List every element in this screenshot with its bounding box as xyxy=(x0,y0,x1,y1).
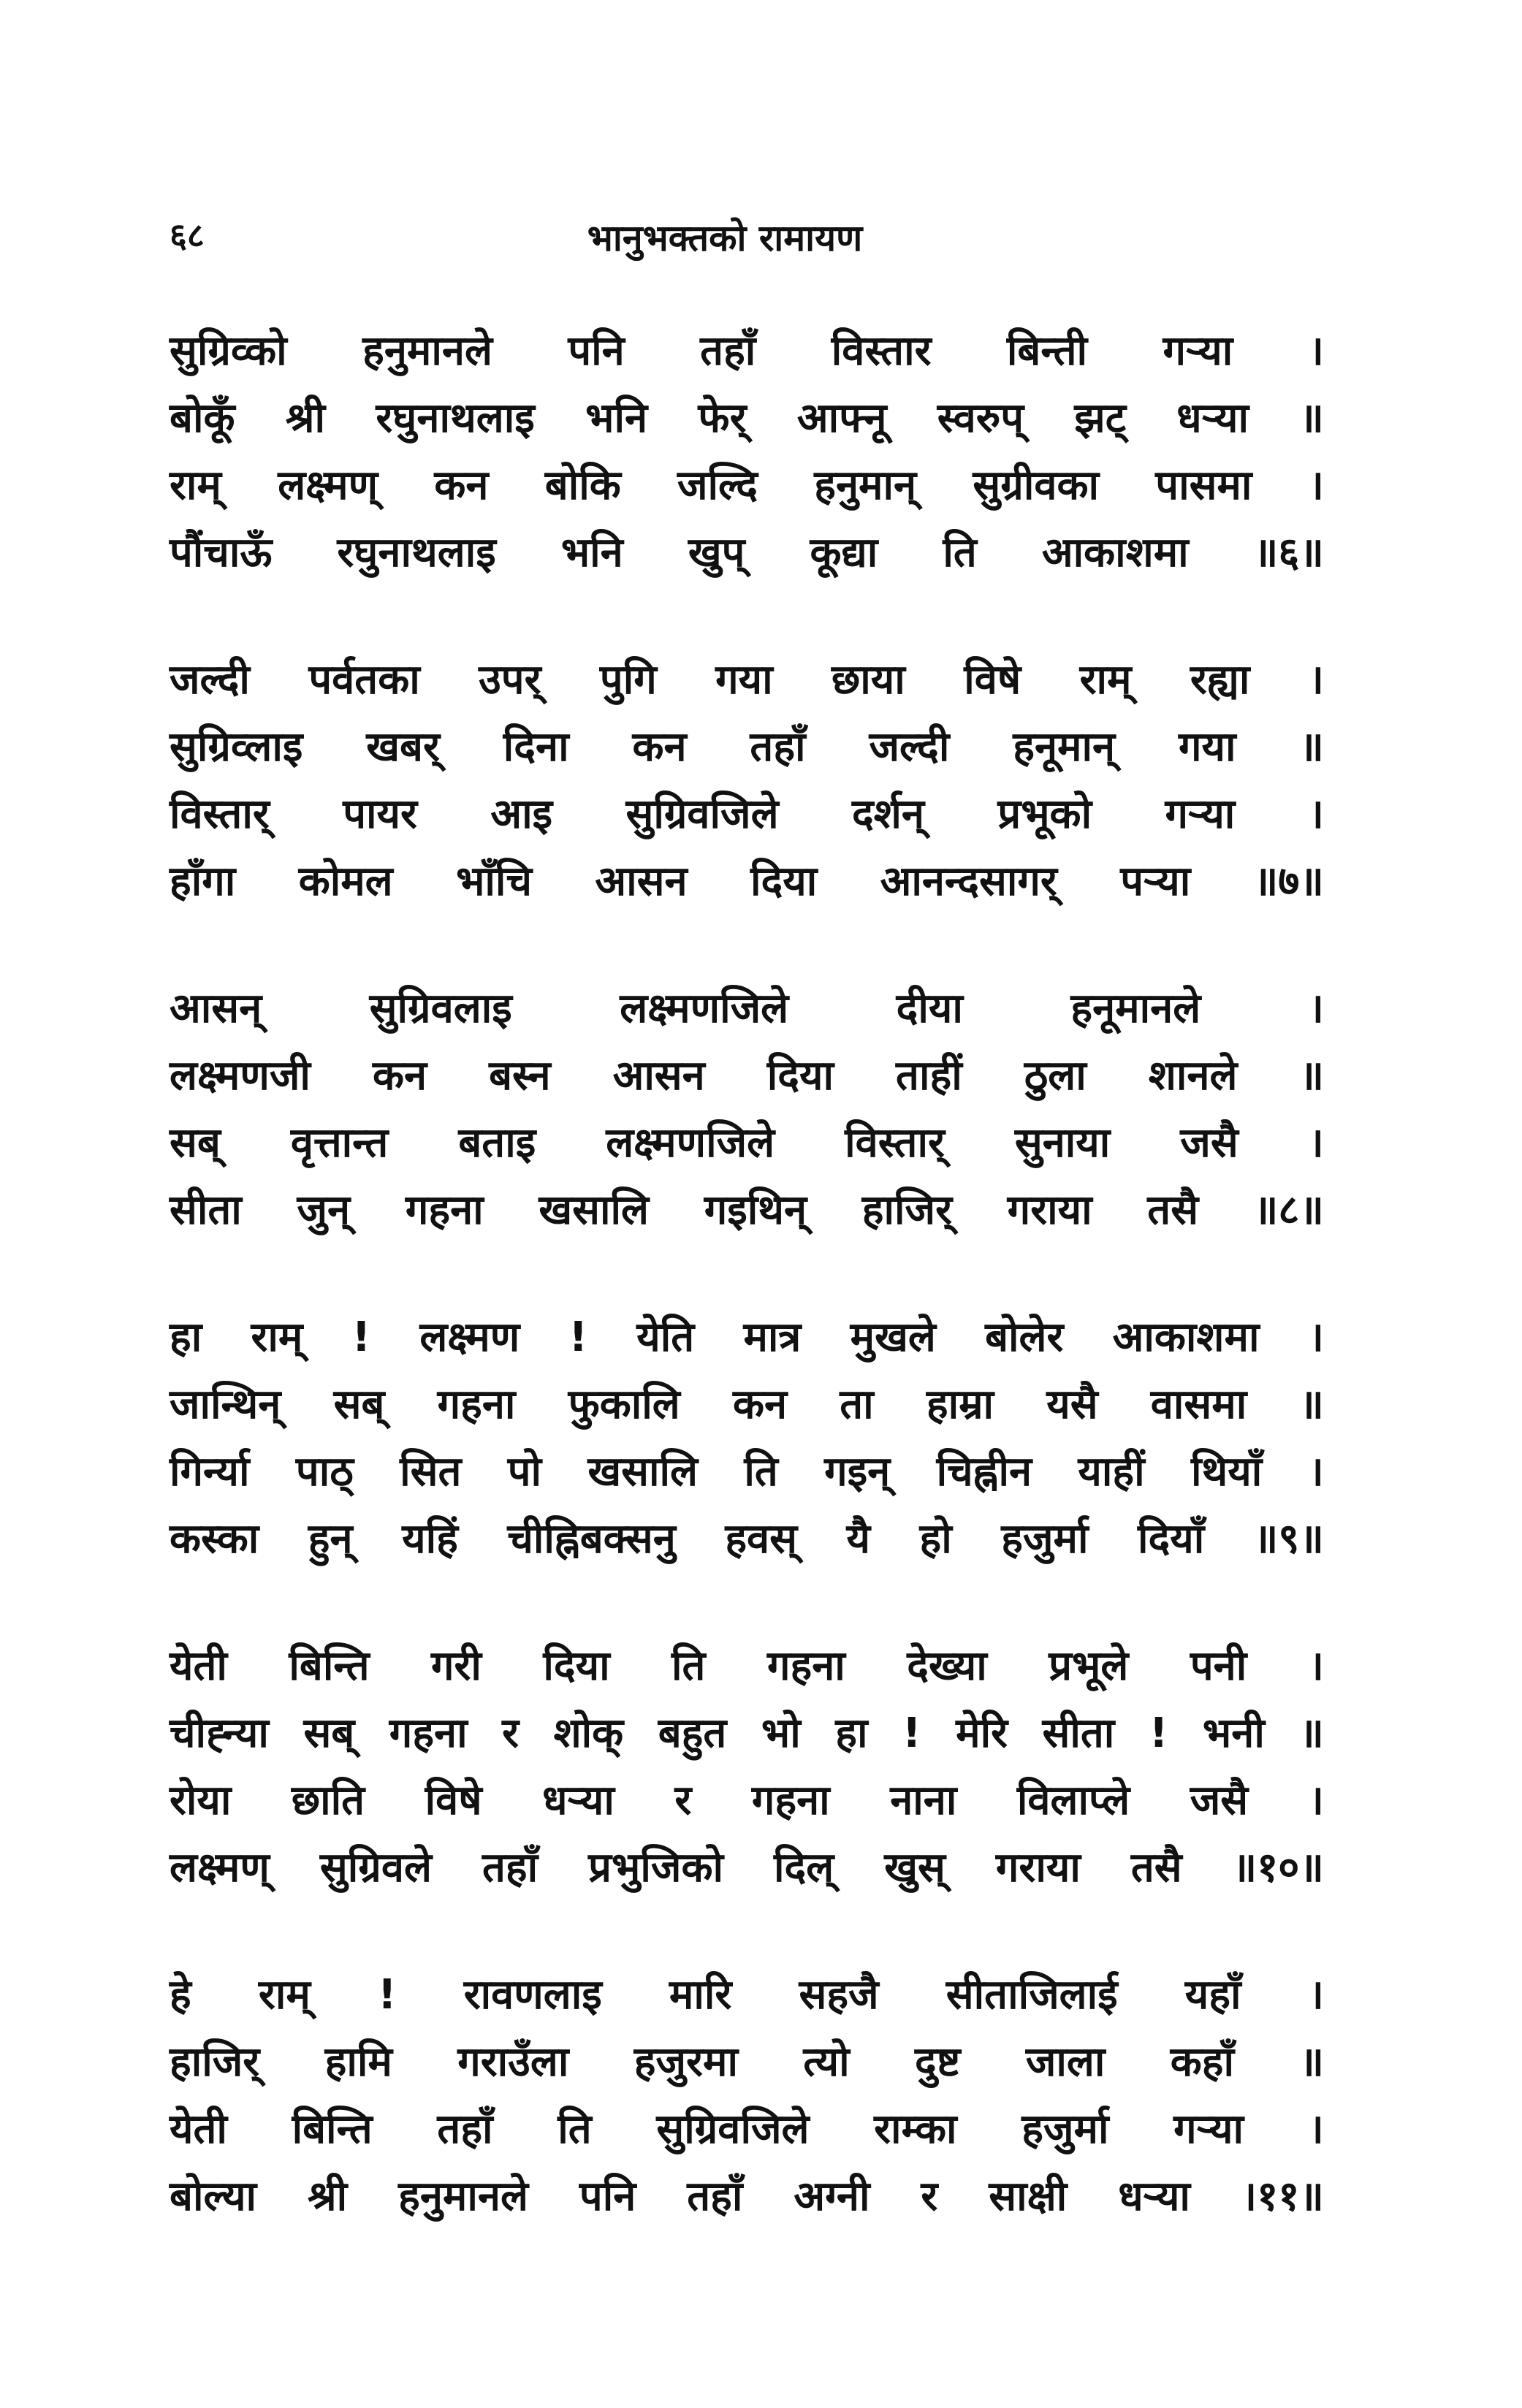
verse-word: सीताजिलाई xyxy=(945,1971,1118,2019)
verse-word: कहाँ xyxy=(1170,2038,1235,2086)
verse-word: दुष्ट xyxy=(915,2038,961,2086)
verse-word: जसै xyxy=(1180,1119,1238,1167)
verse-word: खुस् xyxy=(884,1844,945,1891)
verse-word: । xyxy=(1308,1314,1324,1361)
verse-word: शोक् xyxy=(553,1710,624,1757)
verse-word: राम् xyxy=(170,462,221,509)
verse-word: सीता xyxy=(170,1186,242,1234)
verse-word: रावणलाइ xyxy=(463,1971,602,2019)
verse-word: चीह्निबक्सनु xyxy=(507,1515,676,1563)
verse-word: कोमल xyxy=(298,858,393,905)
verse-stanza xyxy=(170,1308,1324,1577)
verse-word: आसन xyxy=(595,858,688,905)
verse-word: बिन्ति xyxy=(289,1642,370,1690)
verse-word: सुग्रिव्लाइ xyxy=(170,723,303,771)
verse-word: लक्ष्मणजी xyxy=(170,1052,311,1100)
verse-line xyxy=(170,456,1324,523)
verse-word: जान्थिन् xyxy=(170,1381,281,1428)
verse-word: वृत्तान्त xyxy=(290,1119,389,1167)
verse-line xyxy=(170,852,1324,919)
verse-word: हुन् xyxy=(308,1515,353,1563)
verse-word: ॥७॥ xyxy=(1253,858,1324,905)
verse-word: श्री xyxy=(308,2173,348,2220)
verse-line xyxy=(170,1704,1324,1771)
verse-word: । xyxy=(1308,1777,1324,1824)
verse-word: बोकि xyxy=(544,462,621,509)
verse-word: आनन्दसागर् xyxy=(880,858,1057,905)
verse-word: विषे xyxy=(964,656,1021,704)
verse-word: बहुत xyxy=(658,1710,727,1757)
verse-word: पऱ्या xyxy=(1120,858,1191,905)
verse-word: मात्र xyxy=(743,1314,802,1361)
verse-word: यहिं xyxy=(402,1515,458,1563)
verse-word: जाला xyxy=(1025,2038,1106,2086)
verse-word: खसालि xyxy=(539,1186,649,1234)
verse-word: । xyxy=(1308,462,1324,509)
verse-word: । xyxy=(1308,327,1324,375)
verse-line xyxy=(170,979,1324,1046)
verse-word: नाना xyxy=(890,1777,957,1824)
verse-word: हजुर्मा xyxy=(1021,2106,1109,2153)
verse-word: खुप् xyxy=(688,529,745,576)
verse-line xyxy=(170,1308,1324,1375)
verse-word: छाति xyxy=(291,1777,365,1824)
verse-word: झट् xyxy=(1074,395,1126,442)
verse-word: लक्ष्मण xyxy=(419,1314,520,1361)
verse-line xyxy=(170,1771,1324,1838)
verse-word: सुग्रिवले xyxy=(319,1844,432,1891)
verse-word: बोलेर xyxy=(985,1314,1064,1361)
verse-word: । xyxy=(1308,1971,1324,2019)
verse-line xyxy=(170,1637,1324,1704)
verse-word: त्यो xyxy=(803,2038,850,2086)
verse-word: लक्ष्मणजिले xyxy=(620,985,789,1032)
verse-stanza xyxy=(170,1637,1324,1905)
verse-word: स्वरुप् xyxy=(937,395,1024,442)
verse-line xyxy=(170,523,1324,590)
verse-line xyxy=(170,321,1324,389)
verse-word: पनी xyxy=(1190,1642,1247,1690)
verse-word: बिन्ति xyxy=(292,2106,373,2153)
verse-word: जल्दी xyxy=(869,723,950,771)
verse-word: राम् xyxy=(251,1314,303,1361)
verse-word: ॥९॥ xyxy=(1253,1515,1324,1563)
verse-word: बिन्ती xyxy=(1006,327,1088,375)
verse-word: श्री xyxy=(285,395,326,442)
verse-line xyxy=(170,1046,1324,1113)
verse-word: हाजिर् xyxy=(861,1186,952,1234)
verse-word: पनि xyxy=(579,2173,636,2220)
verse-word: । xyxy=(1308,656,1324,704)
verse-word: हो xyxy=(919,1515,952,1563)
verse-word: कस्का xyxy=(170,1515,259,1563)
verse-word: कन xyxy=(632,723,687,771)
verse-word: पाठ् xyxy=(295,1448,354,1496)
verse-word: कूद्या xyxy=(810,529,878,576)
verse-word: गहना xyxy=(389,1710,468,1757)
verse-word: जल्दि xyxy=(677,462,758,509)
verse-word: ताहीं xyxy=(896,1052,962,1100)
verse-word: हनूमानले xyxy=(1070,985,1201,1032)
verse-word: धऱ्या xyxy=(542,1777,614,1824)
verse-word: ति xyxy=(744,1448,778,1496)
verse-word: सहजै xyxy=(799,1971,879,2019)
verse-word: पौंचाऊँ xyxy=(170,529,273,576)
verse-word: तहाँ xyxy=(687,2173,743,2220)
verse-word: गइथिन् xyxy=(704,1186,807,1234)
verse-word: देख्या xyxy=(907,1642,987,1690)
verse-word: कन xyxy=(434,462,489,509)
verse-word: दिया xyxy=(543,1642,610,1690)
verse-word: पनि xyxy=(568,327,625,375)
verse-word: हनुमान् xyxy=(814,462,917,509)
verse-word: तहाँ xyxy=(482,1844,539,1891)
verse-word: । xyxy=(1308,790,1324,838)
verse-body xyxy=(170,321,1324,2294)
verse-word: प्रभुजिको xyxy=(588,1844,723,1891)
verse-word: पायर xyxy=(343,790,417,838)
verse-word: ॥ xyxy=(1299,1052,1324,1100)
verse-word: गहना xyxy=(437,1381,516,1428)
verse-word: दिया xyxy=(750,858,818,905)
verse-line xyxy=(170,389,1324,456)
verse-word: गऱ्या xyxy=(1163,327,1233,375)
verse-word: चीह्न्या xyxy=(170,1710,269,1757)
verse-word: येति xyxy=(636,1314,695,1361)
verse-word: गऱ्या xyxy=(1165,790,1236,838)
verse-word: प्रभूको xyxy=(997,790,1092,838)
verse-word: विस्तार xyxy=(831,327,932,375)
verse-line xyxy=(170,1181,1324,1248)
verse-word: र xyxy=(674,1777,692,1824)
verse-word: फुकालि xyxy=(568,1381,680,1428)
verse-word: बोकूँ xyxy=(170,395,235,442)
verse-word: याहीं xyxy=(1078,1448,1145,1496)
verse-line xyxy=(170,2167,1324,2234)
verse-word: रघुनाथलाइ xyxy=(376,395,535,442)
verse-word: हामि xyxy=(324,2038,392,2086)
verse-line xyxy=(170,1113,1324,1181)
verse-word: कन xyxy=(732,1381,788,1428)
verse-word: पुगि xyxy=(599,656,657,704)
verse-word: गिर्न्या xyxy=(170,1448,250,1496)
verse-word: जुन् xyxy=(297,1186,351,1234)
verse-word: छाया xyxy=(832,656,905,704)
verse-word: सुग्रिव्को xyxy=(170,327,287,375)
verse-word: फेर् xyxy=(698,395,747,442)
verse-word: हाजिर् xyxy=(170,2038,260,2086)
verse-word: खसालि xyxy=(587,1448,699,1496)
verse-line xyxy=(170,1375,1324,1442)
verse-word: अग्नी xyxy=(794,2173,870,2220)
running-title: भानुभक्तको रामायण xyxy=(587,217,863,259)
verse-word: ता xyxy=(840,1381,874,1428)
verse-word: । xyxy=(1308,1448,1324,1496)
verse-word: भनि xyxy=(560,529,623,576)
verse-word: ! xyxy=(378,1971,397,2019)
verse-word: यहाँ xyxy=(1184,1971,1241,2019)
verse-word: जसै xyxy=(1190,1777,1249,1824)
verse-line xyxy=(170,1442,1324,1509)
verse-word: विषे xyxy=(425,1777,482,1824)
verse-word: ॥ xyxy=(1299,395,1324,442)
verse-word: पर्वतका xyxy=(308,656,420,704)
verse-word: गराया xyxy=(1007,1186,1092,1234)
verse-word: पासमा xyxy=(1155,462,1252,509)
verse-word: धऱ्या xyxy=(1176,395,1249,442)
verse-word: राम् xyxy=(1079,656,1132,704)
verse-word: गया xyxy=(715,656,773,704)
verse-word: आसन xyxy=(612,1052,705,1100)
verse-word: सुग्रीवका xyxy=(973,462,1099,509)
verse-line xyxy=(170,2100,1324,2167)
verse-word: । xyxy=(1308,2106,1324,2153)
verse-word: लक्ष्मण् xyxy=(278,462,378,509)
verse-word: दियाँ xyxy=(1138,1515,1205,1563)
verse-word: भनि xyxy=(585,395,648,442)
verse-word: भनी xyxy=(1202,1710,1265,1757)
verse-word: सब् xyxy=(333,1381,385,1428)
verse-word: र xyxy=(921,2173,938,2220)
verse-word: हा xyxy=(170,1314,202,1361)
verse-word: मेरि xyxy=(956,1710,1008,1757)
verse-word: धऱ्या xyxy=(1118,2173,1190,2220)
verse-word: सुग्रिवजिले xyxy=(625,790,779,838)
verse-word: सुनाया xyxy=(1014,1119,1111,1167)
verse-word: विस्तार् xyxy=(170,790,270,838)
verse-word: आकाशमा xyxy=(1112,1314,1260,1361)
verse-word: ! xyxy=(1149,1710,1168,1757)
verse-word: आकाशमा xyxy=(1041,529,1189,576)
verse-word: ! xyxy=(902,1710,921,1757)
verse-word: राम्का xyxy=(874,2106,957,2153)
verse-word: ॥ xyxy=(1299,2038,1324,2086)
verse-word: येती xyxy=(170,1642,227,1690)
verse-word: रोया xyxy=(170,1777,232,1824)
verse-word: हाँगा xyxy=(170,858,236,905)
verse-word: खबर् xyxy=(366,723,440,771)
verse-word: गराया xyxy=(995,1844,1081,1891)
verse-word: मारि xyxy=(669,1971,732,2019)
verse-word: दर्शन् xyxy=(852,790,924,838)
verse-word: गरी xyxy=(430,1642,482,1690)
verse-word: शानले xyxy=(1148,1052,1238,1100)
verse-stanza xyxy=(170,1965,1324,2234)
verse-word: गहना xyxy=(766,1642,845,1690)
verse-word: भाँचि xyxy=(456,858,532,905)
verse-line xyxy=(170,1965,1324,2032)
verse-word: गया xyxy=(1178,723,1236,771)
verse-word: बस्न xyxy=(489,1052,551,1100)
verse-word: आइ xyxy=(490,790,553,838)
verse-word: तहाँ xyxy=(700,327,756,375)
verse-word: गइन् xyxy=(824,1448,891,1496)
verse-word: ॥१०॥ xyxy=(1232,1844,1324,1891)
verse-word: सीता xyxy=(1042,1710,1115,1757)
verse-word: भो xyxy=(761,1710,801,1757)
verse-word: आफ्नू xyxy=(796,395,887,442)
verse-word: साक्षी xyxy=(989,2173,1068,2220)
verse-word: विस्तार् xyxy=(845,1119,945,1167)
verse-word: दिल् xyxy=(773,1844,834,1891)
verse-word: ! xyxy=(568,1314,588,1361)
verse-word: लक्ष्मणजिले xyxy=(606,1119,775,1167)
verse-word: । xyxy=(1308,1642,1324,1690)
verse-word: । xyxy=(1308,985,1324,1032)
verse-word: दीया xyxy=(896,985,963,1032)
verse-word: विलाप्ले xyxy=(1016,1777,1130,1824)
verse-word: हे xyxy=(170,1971,191,2019)
verse-word: ! xyxy=(351,1314,371,1361)
verse-word: ति xyxy=(558,2106,592,2153)
verse-line xyxy=(170,1838,1324,1905)
verse-word: सब् xyxy=(303,1710,355,1757)
verse-word: बोल्या xyxy=(170,2173,257,2220)
verse-word: राम् xyxy=(258,1971,311,2019)
verse-word: गऱ्या xyxy=(1173,2106,1244,2153)
verse-word: ति xyxy=(671,1642,706,1690)
verse-word: चिह्नीन xyxy=(936,1448,1032,1496)
verse-word: तसै xyxy=(1147,1186,1199,1234)
verse-word: कन xyxy=(372,1052,427,1100)
verse-word: आसन् xyxy=(170,985,262,1032)
verse-line xyxy=(170,650,1324,717)
verse-word: ठुला xyxy=(1024,1052,1087,1100)
verse-word: सुग्रिवजिले xyxy=(656,2106,810,2153)
verse-word: लक्ष्मण् xyxy=(170,1844,270,1891)
verse-word: गराउँला xyxy=(457,2038,569,2086)
verse-word: ॥ xyxy=(1299,1710,1324,1757)
verse-word: हजुर्मा xyxy=(1001,1515,1089,1563)
verse-word: गहना xyxy=(751,1777,830,1824)
verse-stanza xyxy=(170,979,1324,1248)
verse-word: रघुनाथलाइ xyxy=(337,529,496,576)
verse-word: हनुमानले xyxy=(398,2173,528,2220)
verse-word: येती xyxy=(170,2106,227,2153)
verse-word: सित xyxy=(400,1448,462,1496)
verse-word: हाम्रा xyxy=(926,1381,994,1428)
verse-word: हा xyxy=(835,1710,868,1757)
verse-line xyxy=(170,1509,1324,1577)
verse-word: यसै xyxy=(1046,1381,1098,1428)
verse-word: ।११॥ xyxy=(1241,2173,1324,2220)
verse-word: ॥६॥ xyxy=(1253,529,1324,576)
verse-word: सुग्रिवलाइ xyxy=(369,985,512,1032)
verse-word: पो xyxy=(507,1448,542,1496)
verse-line xyxy=(170,717,1324,785)
verse-word: सब् xyxy=(170,1119,221,1167)
verse-word: दिना xyxy=(503,723,569,771)
verse-line xyxy=(170,785,1324,852)
verse-word: थियाँ xyxy=(1191,1448,1263,1496)
verse-stanza xyxy=(170,650,1324,919)
verse-word: ॥ xyxy=(1299,1381,1324,1428)
verse-word: हजुरमा xyxy=(633,2038,738,2086)
verse-word: यै xyxy=(846,1515,871,1563)
verse-word: गहना xyxy=(405,1186,484,1234)
page-header xyxy=(170,212,1280,278)
verse-word: तहाँ xyxy=(750,723,806,771)
verse-word: उपर् xyxy=(479,656,541,704)
verse-word: तसै xyxy=(1130,1844,1182,1891)
verse-word: । xyxy=(1308,1119,1324,1167)
page-number: ६८ xyxy=(170,216,205,255)
verse-word: हवस् xyxy=(725,1515,798,1563)
verse-word: वासमा xyxy=(1150,1381,1247,1428)
verse-word: बताइ xyxy=(458,1119,536,1167)
verse-word: ॥८॥ xyxy=(1253,1186,1324,1234)
verse-word: रह्या xyxy=(1190,656,1250,704)
verse-word: तहाँ xyxy=(437,2106,493,2153)
verse-word: ॥ xyxy=(1299,723,1324,771)
verse-line xyxy=(170,2032,1324,2100)
verse-stanza xyxy=(170,321,1324,590)
verse-word: हनूमान् xyxy=(1013,723,1116,771)
verse-word: दिया xyxy=(766,1052,834,1100)
verse-word: मुखले xyxy=(850,1314,936,1361)
verse-word: र xyxy=(502,1710,520,1757)
verse-word: जल्दी xyxy=(170,656,250,704)
verse-word: प्रभूले xyxy=(1049,1642,1129,1690)
verse-word: ति xyxy=(943,529,977,576)
verse-word: हनुमानले xyxy=(362,327,492,375)
